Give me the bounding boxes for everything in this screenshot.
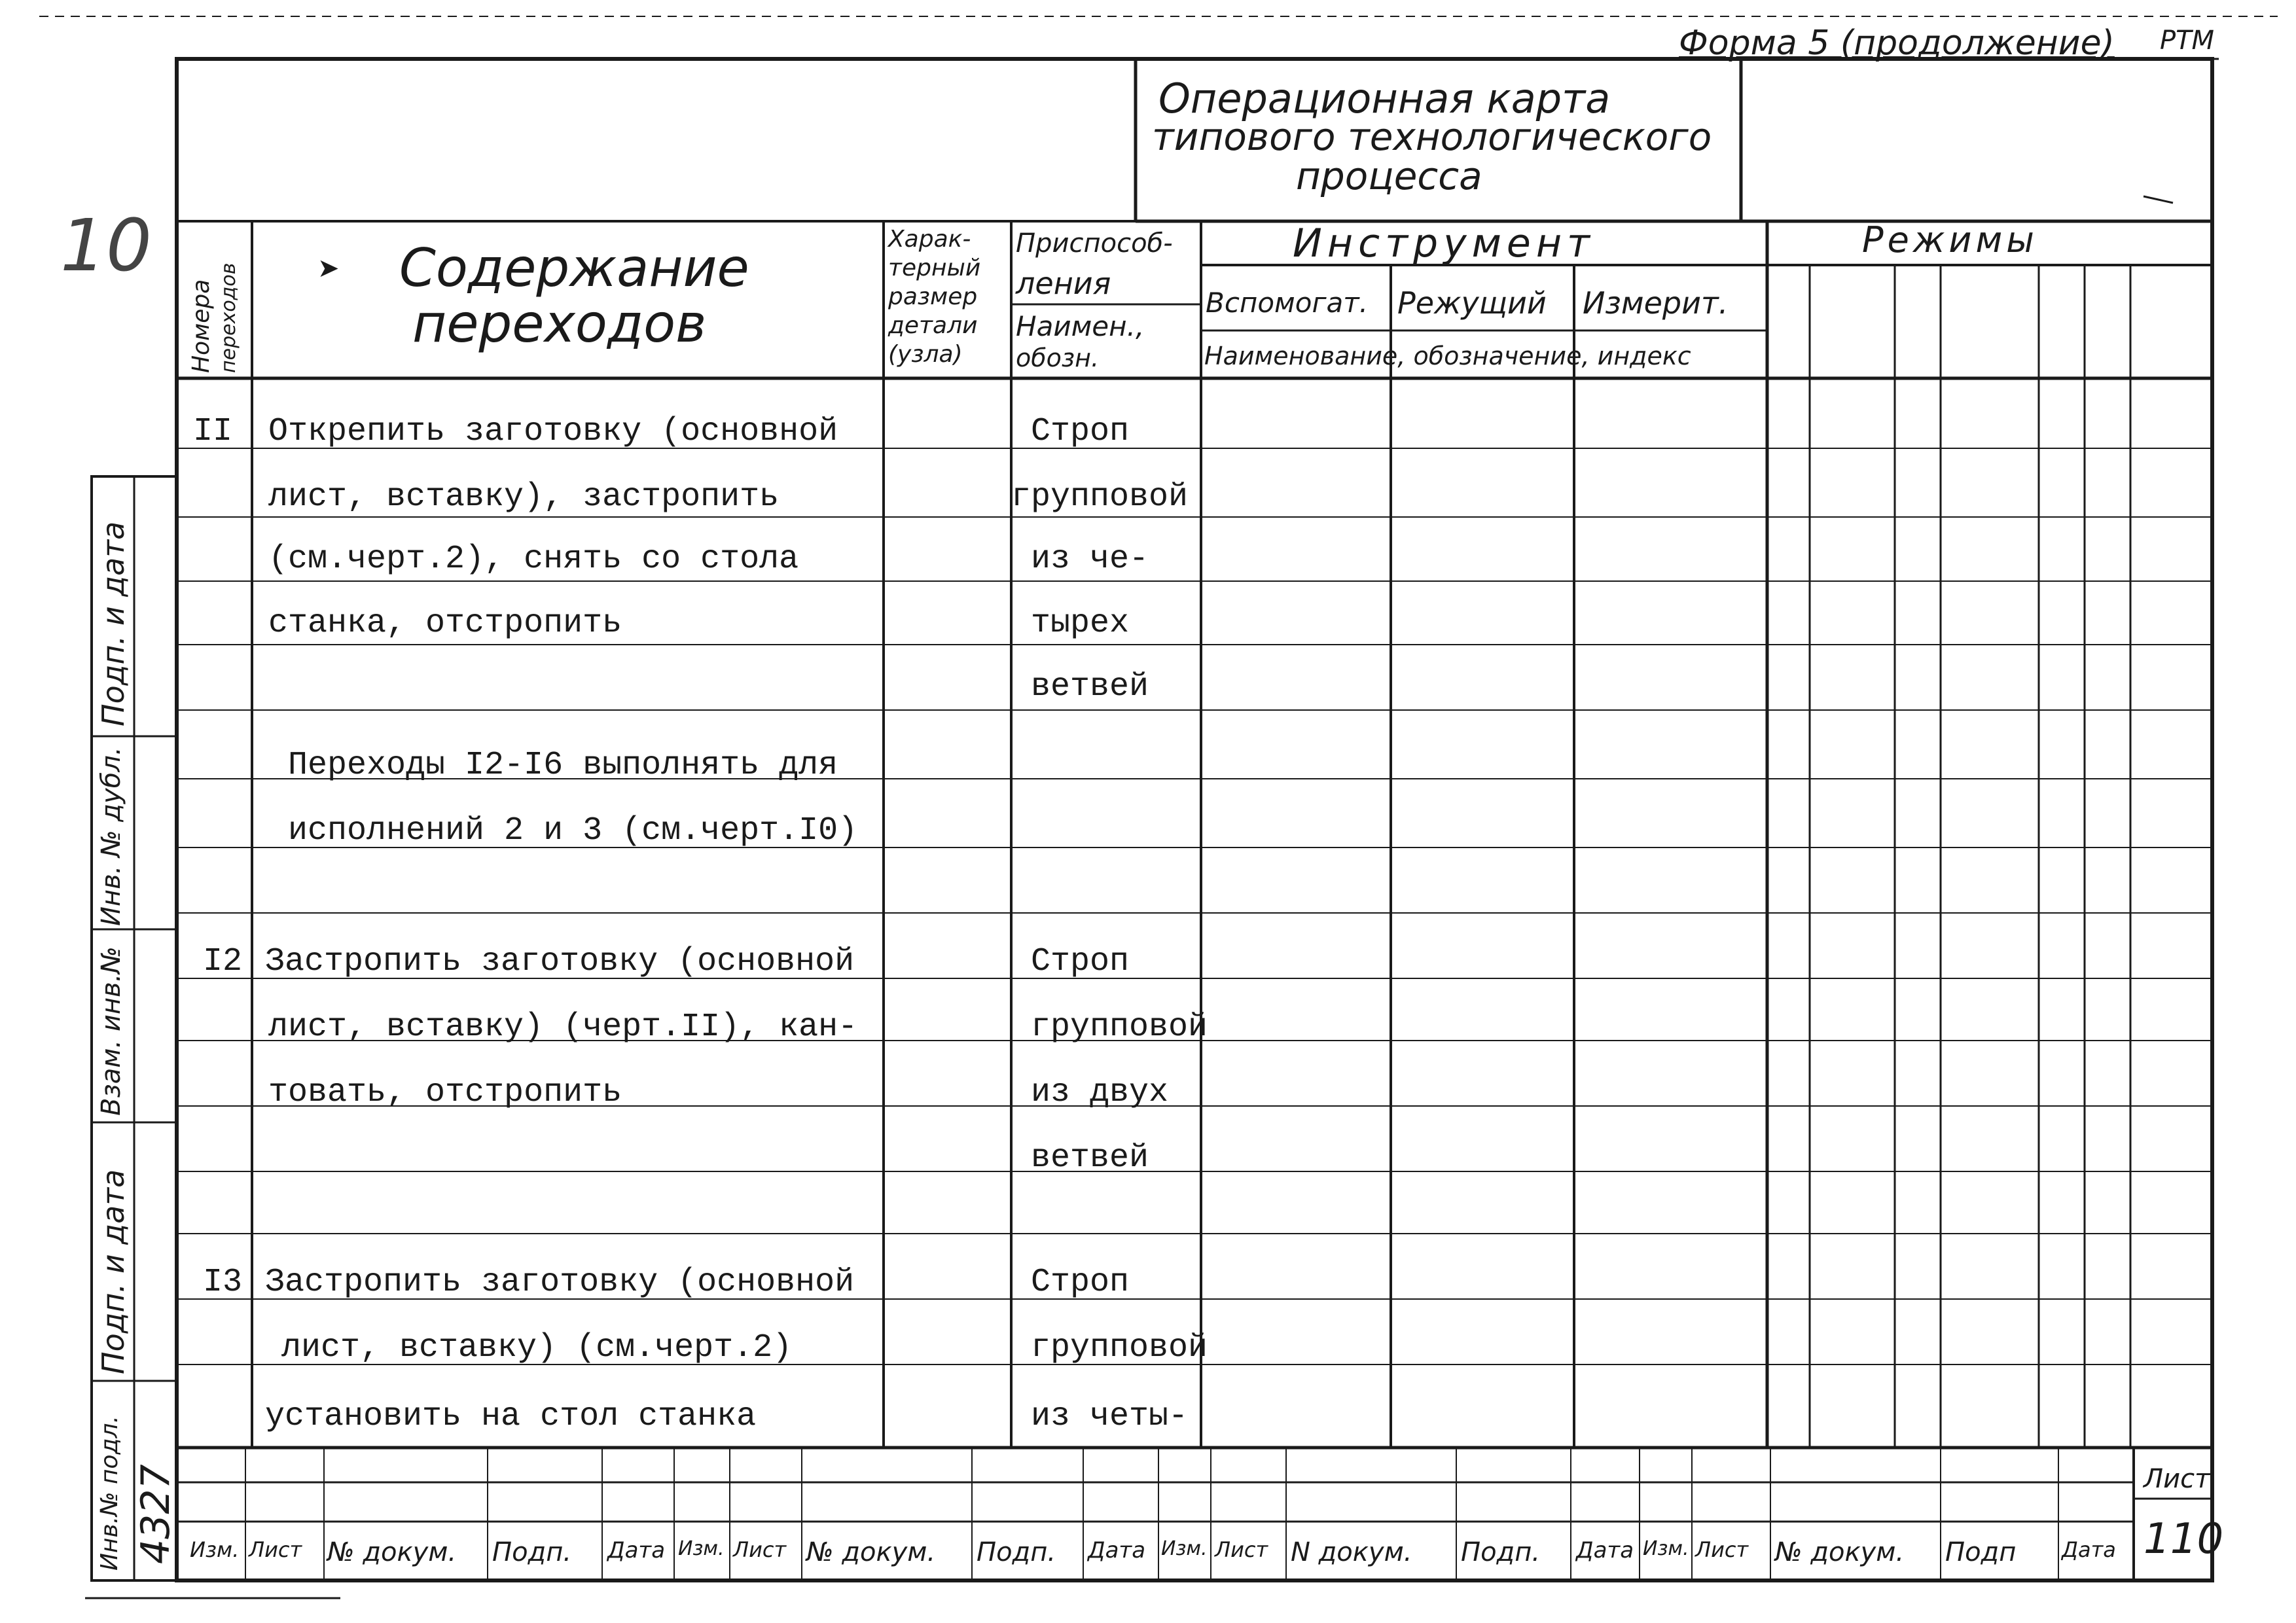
row-content: Открепить заготовку (основной [268,413,838,450]
row-content: (см.черт.2), снять со стола [268,541,799,578]
footer-label: № докум. [806,1537,936,1567]
footer-label: Изм. [1161,1537,1208,1560]
footer-label: Дата [1576,1537,1634,1563]
rtm-label: РТМ [2160,26,2215,56]
side-dup-inv: Инв. № дубл. [96,747,126,926]
header-number-line2: переходов [217,262,240,373]
card-title-line1: Операционная карта [1158,75,1611,122]
row-fixture: из че- [1031,541,1149,578]
header-tool: Инструмент [1293,221,1596,266]
row-fixture: Строп [1031,1264,1130,1301]
header-tool-sub: Наименование, обозначение, индекс [1204,342,1691,370]
side-sign-date-1: Подп. и дата [96,521,131,726]
row-fixture: из четы- [1031,1398,1189,1435]
footer-label: Подп. [492,1537,572,1567]
header-content-line2: переходов [412,293,707,354]
row-fixture: групповой [1011,478,1189,516]
row-fixture: из двух [1031,1074,1169,1111]
row-num: I2 [203,943,243,980]
row-num: I3 [203,1264,243,1301]
footer-label: Подп. [1461,1537,1541,1567]
row-content: Переходы I2-I6 выполнять для [288,747,838,784]
row-fixture: Строп [1031,943,1130,980]
header-size-line5: (узла) [888,341,963,368]
footer-label: Дата [607,1537,666,1563]
card-title-line2: типового технологического [1152,115,1712,159]
header-content-line1: Содержание [399,238,749,298]
row-num: II [193,413,233,450]
row-content: исполнений 2 и 3 (см.черт.I0) [288,812,858,849]
footer-label: Лист [1695,1537,1749,1562]
inventory-number: 4327 [133,1464,179,1564]
header-size-line3: размер [888,283,978,310]
sheet-label: Лист [2144,1464,2210,1494]
footer-label: N докум. [1291,1537,1412,1567]
footer-label: Лист [249,1537,302,1562]
margin-mark: 10 [60,204,152,287]
header-fixtures-sub-line1: Наимен., [1016,310,1145,342]
row-content: установить на стол станка [265,1398,757,1435]
row-content: Застропить заготовку (основной [265,1264,855,1301]
row-content: лист, вставку), застропить [268,478,780,516]
row-fixture: ветвей [1031,668,1149,705]
sheet-number: 110 [2144,1515,2224,1563]
row-fixture: Строп [1031,413,1130,450]
footer-label: Подп [1945,1537,2017,1567]
card-title-line3: процесса [1296,154,1482,198]
footer-label: Лист [1215,1537,1268,1562]
footer-label: Изм. [1643,1537,1689,1560]
row-fixture: групповой [1031,1008,1208,1046]
header-tool-auxiliary: Вспомогат. [1206,287,1369,319]
footer-label: Изм. [190,1537,240,1562]
footer-label: Дата [2062,1537,2116,1562]
header-modes: Режимы [1862,219,2038,260]
row-fixture: тырех [1031,605,1130,642]
header-fixtures-line1: Приспособ- [1016,228,1173,259]
footer-label: Подп. [977,1537,1056,1567]
footer-label: № докум. [1775,1537,1905,1567]
side-replace-inv: Взам. инв.№ [96,946,126,1116]
row-fixture: групповой [1031,1329,1208,1366]
row-fixture: ветвей [1031,1139,1149,1177]
header-marker-icon: ➤ [317,253,340,283]
header-size-line1: Харак- [888,226,971,253]
footer-label: № докум. [327,1537,457,1567]
form-label: Форма 5 (продолжение) [1679,24,2115,63]
header-fixtures-line2: ления [1016,266,1111,301]
footer-label: Лист [733,1537,787,1562]
side-orig-inv: Инв.№ подл. [96,1416,123,1571]
header-tool-measuring: Измерит. [1583,285,1729,321]
side-sign-date-2: Подп. и дата [96,1169,131,1374]
header-number-line1: Номера [188,279,215,373]
row-content: Застропить заготовку (основной [265,943,855,980]
row-content: лист, вставку) (черт.II), кан- [268,1008,858,1046]
row-content: лист, вставку) (см.черт.2) [281,1329,793,1366]
footer-label: Дата [1088,1537,1146,1563]
row-content: товать, отстропить [268,1074,622,1111]
footer-label: Изм. [678,1537,725,1560]
row-content: станка, отстропить [268,605,622,642]
header-fixtures-sub-line2: обозн. [1016,344,1100,372]
header-tool-cutting: Режущий [1397,285,1547,321]
header-size-line4: детали [888,312,978,339]
header-size-line2: терный [888,255,981,281]
